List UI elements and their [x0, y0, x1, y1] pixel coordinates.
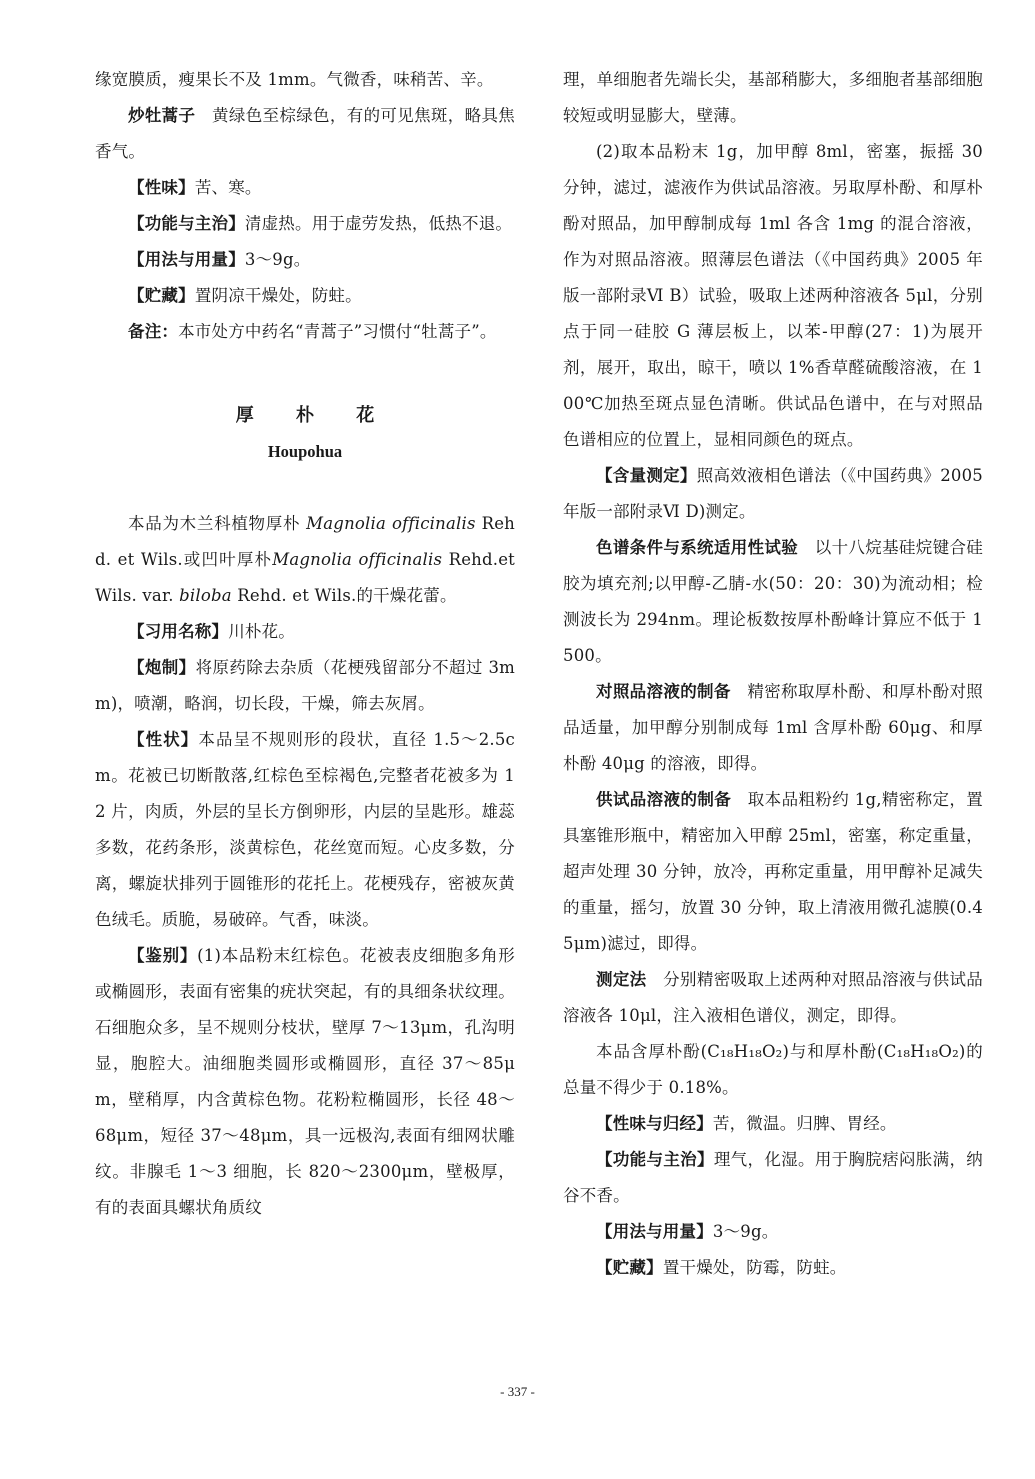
heading-nature-meridian: 【性味与归经】	[596, 1114, 713, 1133]
paragraph-function-right: 【功能与主治】理气，化湿。用于胸脘痞闷胀满，纳谷不香。	[563, 1150, 983, 1205]
paragraph-processing: 【炮制】将原药除去杂质（花梗残留部分不超过 3mm)，喷潮，略润，切长段，干燥，筛去灰屑。	[95, 658, 515, 713]
heading-common-name: 【习用名称】	[128, 622, 229, 641]
monograph-title: 厚 朴 花	[235, 405, 393, 426]
paragraph-chromatographic-conditions: 色谱条件与系统适用性试验 以十八烷基硅烷键合硅胶为填充剂;以甲醇-乙腈-水(50：20：30)为流动相；检测波长为 294nm。理论板数按厚朴酚峰计算应不低于 1500。	[563, 538, 983, 665]
paragraph-dosage: 【用法与用量】3～9g。	[128, 250, 311, 269]
page-number: - 337 -	[500, 1384, 535, 1399]
paragraph-content-limit: 本品含厚朴酚(C₁₈H₁₈O₂)与和厚朴酚(C₁₈H₁₈O₂)的总量不得少于 0.18%。	[563, 1042, 983, 1097]
paragraph-processed-herb: 炒牡蒿子 黄绿色至棕绿色，有的可见焦斑，略具焦香气。	[95, 106, 515, 161]
paragraph-dosage-right: 【用法与用量】3～9g。	[596, 1222, 779, 1241]
paragraph-procedure: 测定法 分别精密吸取上述两种对照品溶液与供试品溶液各 10μl，注入液相色谱仪，测定，即得。	[563, 970, 983, 1025]
heading-chromatographic-conditions: 色谱条件与系统适用性试验	[596, 538, 799, 557]
paragraph-storage-right: 【贮藏】置干燥处，防霉，防蛀。	[596, 1258, 847, 1277]
paragraph-assay: 【含量测定】照高效液相色谱法（《中国药典》2005 年版一部附录Ⅵ D)测定。	[563, 466, 983, 521]
paragraph-nature: 【性味】苦、寒。	[128, 178, 262, 197]
monograph-pinyin: Houpohua	[267, 442, 343, 461]
right-column	[563, 62, 983, 1286]
heading-function-right: 【功能与主治】	[596, 1150, 714, 1169]
heading-note: 备注：	[128, 322, 179, 341]
heading-procedure: 测定法	[596, 970, 647, 989]
heading-assay: 【含量测定】	[596, 466, 697, 485]
paragraph-storage: 【贮藏】置阴凉干燥处，防蛀。	[128, 286, 362, 305]
heading-identification: 【鉴别】	[128, 946, 198, 965]
paragraph-description: 【性状】本品呈不规则形的段状，直径 1.5～2.5cm。花被已切断散落,红棕色至棕褐色,完整者花被多为 12 片，肉质，外层的呈长方倒卵形，内层的呈匙形。雄蕊多数，花药条形，淡黄棕色，花丝宽而短。心皮多数，分离，螺旋状排列于圆锥形的花托上。花梗残存，密被灰黄色绒毛。质脆，易破碎。气香，味淡。	[95, 730, 515, 929]
paragraph-note: 备注：本市处方中药名“青蒿子”习惯付“牡蒿子”。	[128, 322, 497, 341]
paragraph-test-solution: 供试品溶液的制备 取本品粗粉约 1g,精密称定，置具塞锥形瓶中，精密加入甲醇 25ml，密塞，称定重量，超声处理 30 分钟，放冷，再称定重量，用甲醇补足减失的重量，摇匀，放置 30 分钟，取上清液用微孔滤膜(0.45μm)滤过，即得。	[563, 790, 983, 953]
heading-processing: 【炮制】	[128, 658, 196, 677]
heading-test-solution: 供试品溶液的制备	[596, 790, 732, 809]
paragraph-reference-solution: 对照品溶液的制备 精密称取厚朴酚、和厚朴酚对照品适量，加甲醇分别制成每 1ml 含厚朴酚 60μg、和厚朴酚 40μg 的溶液，即得。	[563, 682, 983, 773]
heading-storage-right: 【贮藏】	[596, 1258, 663, 1277]
paragraph-common-name: 【习用名称】川朴花。	[128, 622, 296, 641]
heading-storage: 【贮藏】	[128, 286, 195, 305]
paragraph-nature-meridian: 【性味与归经】苦，微温。归脾、胃经。	[596, 1114, 897, 1133]
paragraph-source: 本品为木兰科植物厚朴 Magnolia officinalis Rehd. et Wils.或凹叶厚朴Magnolia officinalis Rehd.et Wils. var. biloba Rehd. et Wils.的干燥花蕾。	[95, 514, 516, 605]
heading-reference-solution: 对照品溶液的制备	[596, 682, 731, 701]
heading-nature: 【性味】	[128, 178, 195, 197]
paragraph-tlc: (2)取本品粉末 1g，加甲醇 8ml，密塞，振摇 30 分钟，滤过，滤液作为供试品溶液。另取厚朴酚、和厚朴酚对照品，加甲醇制成每 1ml 各含 1mg 的混合溶液，作为对照品溶液。照薄层色谱法（《中国药典》2005 年版一部附录Ⅵ B）试验，吸取上述两种溶液各 5μl，分别点于同一硅胶 G 薄层板上，以苯-甲醇(27：1)为展开剂，展开，取出，晾干，喷以 1%香草醛硫酸溶液，在 100℃加热至斑点显色清晰。供试品色谱中，在与对照品色谱相应的位置上，显相同颜色的斑点。	[563, 142, 983, 449]
heading-dosage-right: 【用法与用量】	[596, 1222, 713, 1241]
heading-description: 【性状】	[128, 730, 199, 749]
paragraph-continuation: 缘宽膜质，瘦果长不及 1mm。气微香，味稍苦、辛。	[95, 70, 494, 89]
paragraph-function: 【功能与主治】清虚热。用于虚劳发热，低热不退。	[128, 214, 513, 233]
left-column	[95, 62, 515, 1226]
paragraph-identification: 【鉴别】(1)本品粉末红棕色。花被表皮细胞多角形或椭圆形，表面有密集的疣状突起，有的具细条状纹理。石细胞众多，呈不规则分枝状，壁厚 7～13μm，孔沟明显，胞腔大。油细胞类圆形或椭圆形，直径 37～85μm，壁稍厚，内含黄棕色物。花粉粒椭圆形，长径 48～68μm，短径 37～48μm，具一远极沟,表面有细网状雕纹。非腺毛 1～3 细胞，长 820～2300μm，壁极厚，有的表面具螺状角质纹	[95, 946, 515, 1217]
paragraph-continuation-right: 理，单细胞者先端长尖，基部稍膨大，多细胞者基部细胞较短或明显膨大，壁薄。	[563, 70, 983, 125]
heading-processed-herb: 炒牡蒿子	[128, 106, 196, 125]
heading-function: 【功能与主治】	[128, 214, 245, 233]
heading-dosage: 【用法与用量】	[128, 250, 245, 269]
